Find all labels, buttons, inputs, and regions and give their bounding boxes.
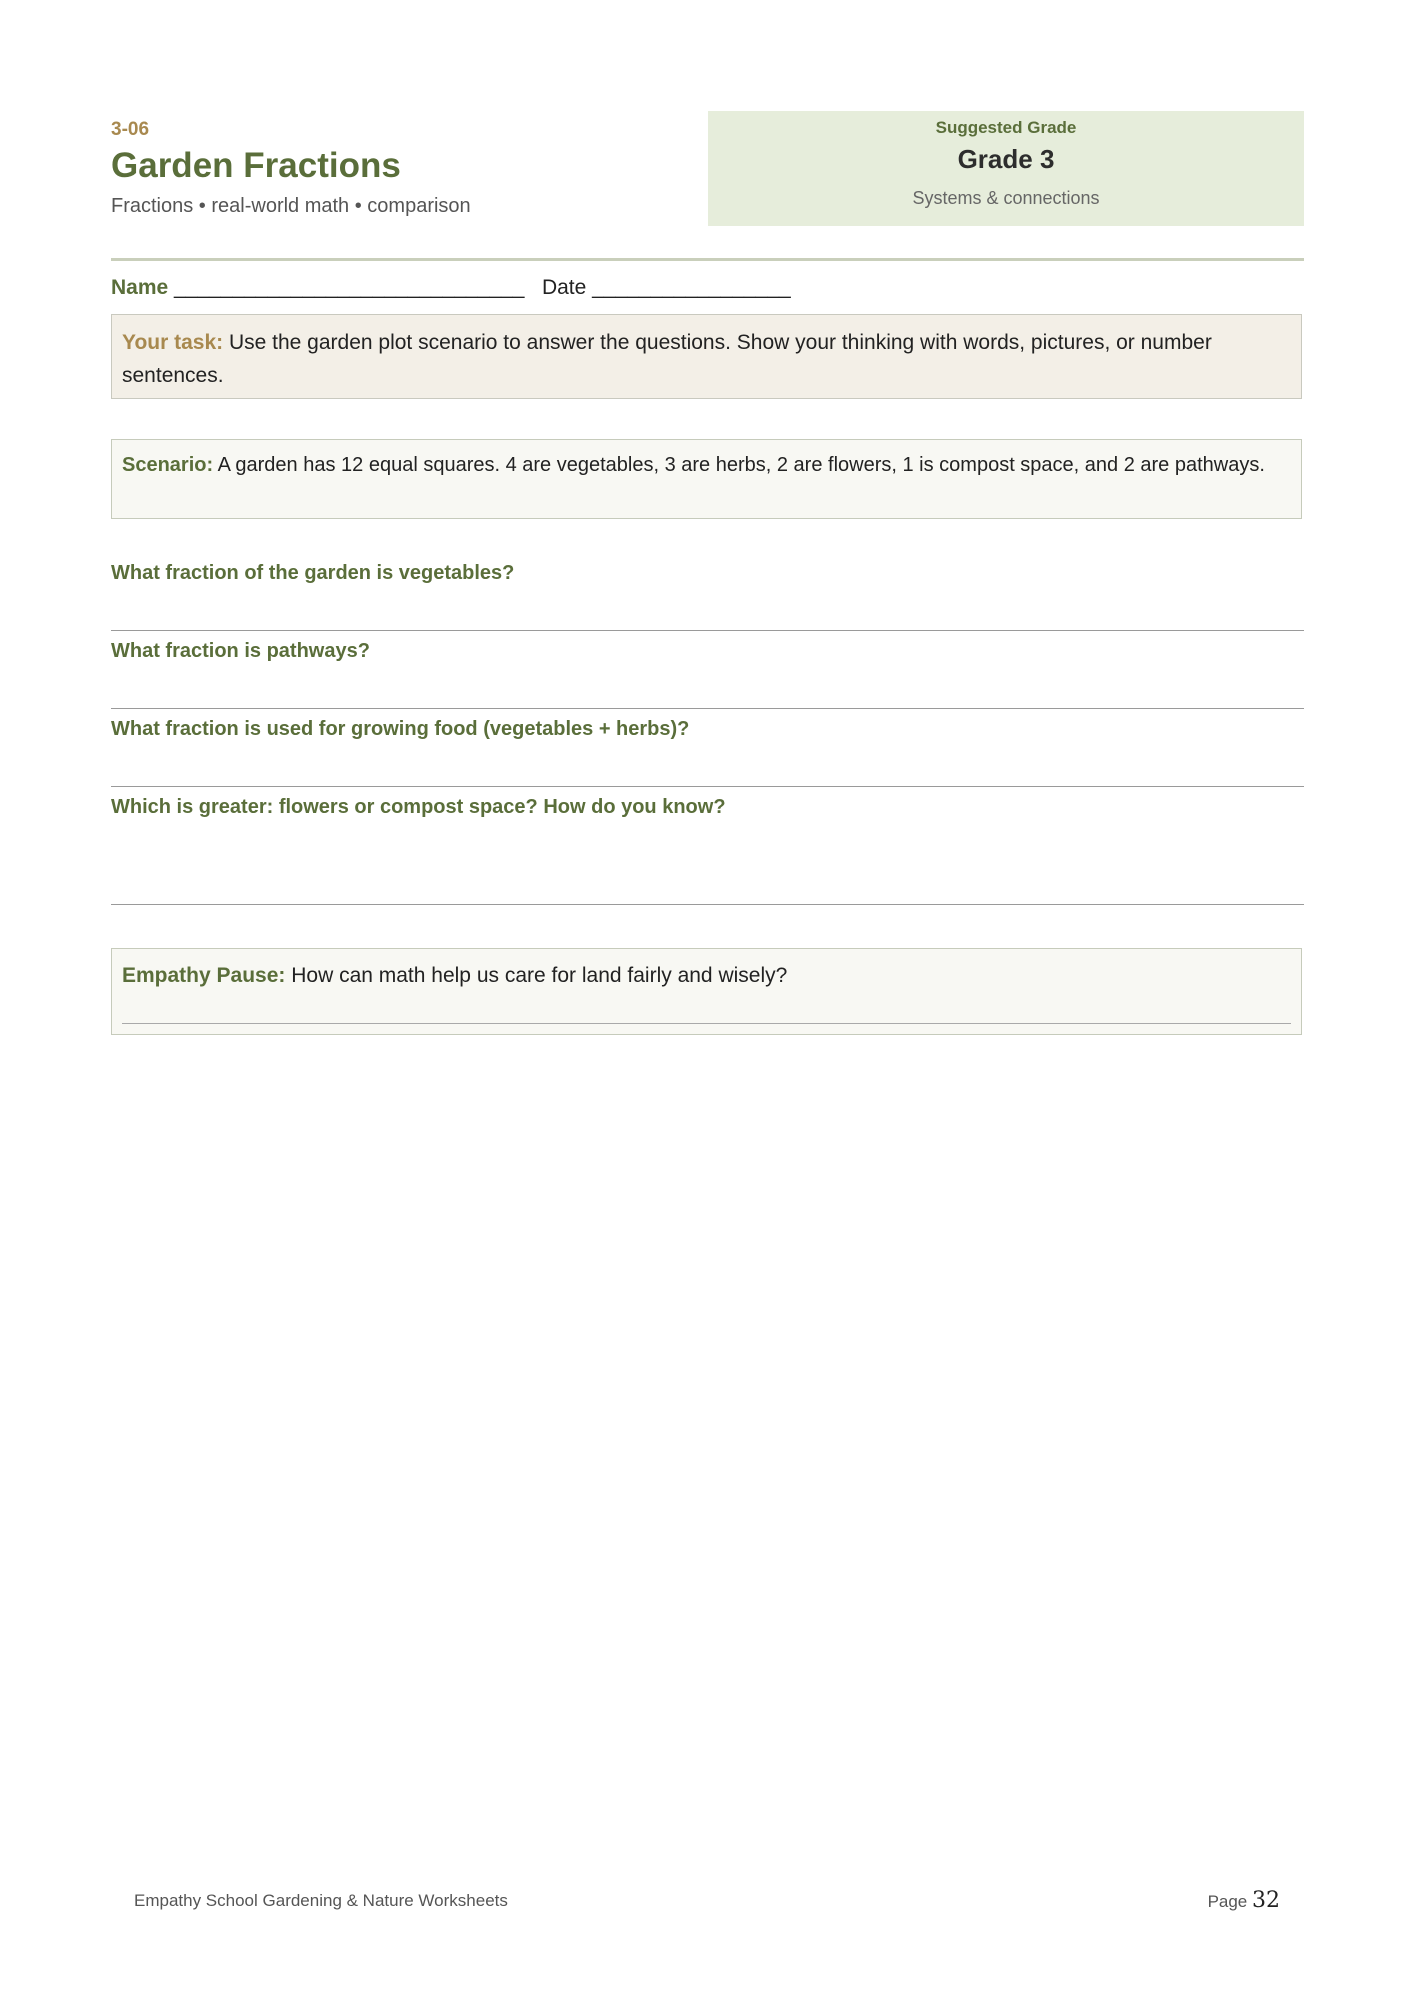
empathy-box — [111, 948, 1302, 1035]
date-field[interactable]: _________________ — [592, 276, 791, 299]
name-field[interactable]: ______________________________ — [174, 276, 525, 299]
scenario-box — [111, 439, 1302, 519]
scenario-text: A garden has 12 equal squares. 4 are vegetables, 3 are herbs, 2 are flowers, 1 is compost space, and 2 are pathways. — [213, 454, 1265, 476]
task-text: Use the garden plot scenario to answer the questions. Show your thinking with words, pictures, or number sentences. — [122, 331, 1212, 387]
answer-line-1[interactable] — [111, 630, 1304, 631]
answer-line-4[interactable] — [111, 904, 1304, 905]
page-number-value: 32 — [1252, 1888, 1280, 1913]
name-label: Name — [111, 276, 169, 299]
grade-label: Suggested Grade — [935, 118, 1077, 137]
question-3: What fraction is used for growing food (vegetables + herbs)? — [111, 718, 690, 740]
page-number — [1208, 1888, 1280, 1913]
answer-line-3[interactable] — [111, 786, 1304, 787]
empathy-answer-line[interactable] — [122, 1023, 1291, 1024]
worksheet-code: 3-06 — [111, 119, 150, 140]
page-subtitle: Fractions • real-world math • comparison — [111, 195, 471, 217]
question-1: What fraction of the garden is vegetables? — [111, 562, 515, 584]
question-2: What fraction is pathways? — [111, 640, 370, 662]
header-divider — [111, 258, 1304, 261]
grade-value: Grade 3 — [957, 144, 1055, 174]
page-title: Garden Fractions — [111, 146, 401, 185]
task-box — [111, 314, 1302, 399]
student-info-row — [111, 276, 791, 300]
grade-note: Systems & connections — [912, 188, 1100, 208]
page-label: Page — [1207, 1892, 1248, 1911]
empathy-label: Empathy Pause: — [122, 964, 286, 987]
scenario-label: Scenario: — [122, 454, 214, 476]
footer-title: Empathy School Gardening & Nature Worksheets — [134, 1891, 508, 1910]
task-label: Your task: — [122, 331, 224, 354]
answer-line-2[interactable] — [111, 708, 1304, 709]
date-label: Date — [541, 276, 587, 299]
question-4: Which is greater: flowers or compost space? How do you know? — [111, 796, 726, 818]
empathy-text: How can math help us care for land fairly and wisely? — [285, 964, 788, 987]
